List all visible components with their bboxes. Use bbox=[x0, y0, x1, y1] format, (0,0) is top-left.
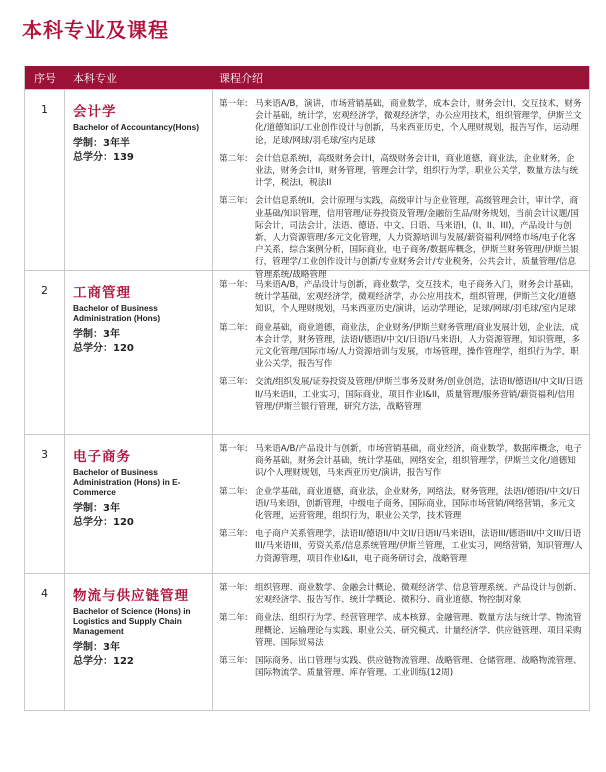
table-row bbox=[25, 434, 589, 573]
header-major: 本科专业 bbox=[73, 71, 117, 85]
year-block bbox=[219, 612, 583, 649]
major-duration: 学制：3年半 bbox=[73, 138, 130, 149]
row-number: 2 bbox=[25, 271, 65, 434]
row-number: 4 bbox=[25, 574, 65, 710]
year-courses: 商业法、组织行为学、经营管理学、成本核算、金融管理、数量方法与统计学、物流管理概论、运输理论与实践、职业公关、研究模式、计量经济学、供应链管理、项目采购管理、国际贸易法 bbox=[255, 613, 582, 648]
year-courses: 会计信息系统II，会计原理与实践，高级审计与企业管理，高级管理会计，审计学，商业基础/知识管理，信用管理/证券投资及管理/金融衍生品/财务规划，当前会计议题/国际会计，司法会计，法语、德语、中文、日语、马来语I，(I、II、III)，产品设计与创新，人力资源管理/多元文化管理，人力资源培训与发展/薪资福利/网络市场/电子化客户关系，综合案例分析，国际商业，电子商务/数据库概念，伊斯兰财务管理/伊斯兰银行，管理学/工业创作设计与创新/专业财务会计/专业税务，公共会计，质量管理/信息管理系统/战略管理 bbox=[255, 196, 579, 280]
majors-table bbox=[24, 66, 590, 711]
year-label: 第二年: bbox=[219, 322, 248, 333]
year-courses: 企业学基础，商业道德，商业法，企业财务，网络法，财务管理，法语I/德语I/中文I/日语I/马来语I，创新管理，中级电子商务，国际商业，国际市场营销/网络营销，多元文化管理，运营管理，组织行为，职业公关学，技术管理 bbox=[255, 486, 581, 522]
year-block bbox=[219, 528, 583, 565]
major-credits: 总学分：122 bbox=[73, 656, 134, 667]
year-block bbox=[219, 279, 583, 316]
page-title: 本科专业及课程 bbox=[22, 18, 169, 42]
year-block bbox=[219, 655, 583, 679]
header-courses: 课程介绍 bbox=[219, 71, 263, 85]
year-label: 第一年: bbox=[219, 444, 248, 454]
year-block bbox=[219, 582, 583, 606]
year-courses: 组织管理、商业数学、金融会计概论、微观经济学、信息管理系统、产品设计与创新、宏观经济学、报告写作、统计学概论、微积分、商业道德、物控制对象 bbox=[255, 583, 582, 606]
year-courses: 马来语A/B，演讲，市场营销基础，商业数学，成本会计，财务会计I，交互技术，财务会计基础，统计学，宏观经济学，微观经济学，办公应用技术，组织管理学，伊斯兰文化/道德知识/工业创作设计与创新，马来西亚历史，个人理财规划，报告写作，运动理论，足球/网球/羽毛球/室内足球 bbox=[255, 99, 582, 146]
year-label: 第二年: bbox=[219, 486, 248, 497]
year-courses: 国际商务、出口管理与实践、供应链物流管理、战略管理、仓储管理、战略物流管理、国际物流学、质量管理、库存管理、工业训练(12周) bbox=[255, 656, 582, 679]
year-label: 第三年: bbox=[219, 529, 248, 540]
year-label: 第一年: bbox=[219, 99, 248, 109]
year-label: 第三年: bbox=[219, 656, 248, 667]
major-name: 工商管理 bbox=[73, 285, 131, 301]
major-english-name: Bachelor of Accountancy(Hons) bbox=[73, 122, 200, 132]
year-label: 第一年: bbox=[219, 583, 248, 593]
major-name: 物流与供应链管理 bbox=[73, 588, 189, 604]
year-block bbox=[219, 443, 583, 480]
year-block bbox=[219, 376, 583, 413]
major-cell bbox=[65, 90, 213, 270]
table-row bbox=[25, 89, 589, 280]
courses-cell bbox=[213, 271, 589, 434]
year-courses: 会计信息系统I，高级财务会计I，高级财务会计II，商业道德，商业法，企业财务，企业法，财务会计II，财务管理，管理会计学，组织行为学，职业公关学，数量方法与统计学，税法I，税法II bbox=[255, 153, 579, 189]
year-courses: 电子商户关系管理学，法语II/德语II/中文II/日语II/马来语II，法语III/德语III/中文III/日语III/马来语III，劳资关系/信息系统管理/伊斯兰管理，工业实习，网络营销，知识管理/人力资源管理，项目作业I&II，电子商务研讨会，战略管理 bbox=[255, 529, 583, 564]
table-row bbox=[25, 573, 589, 710]
year-label: 第二年: bbox=[219, 153, 248, 164]
major-credits: 总学分：120 bbox=[73, 343, 134, 354]
year-courses: 马来语A/B，产品设计与创新，商业数学，交互技术，电子商务入门，财务会计基础，统计学基础，宏观经济学，微观经济学，办公应用技术，组织管理，伊斯兰文化/道德知识，个人理财规划，马来西亚历史/演讲，运动学理论，足球/网球/羽毛球/室内足球 bbox=[255, 280, 580, 315]
major-name: 会计学 bbox=[73, 104, 117, 120]
major-credits: 总学分：120 bbox=[73, 517, 134, 528]
major-english-name: Bachelor of Business Administration (Hons) bbox=[73, 303, 161, 323]
courses-cell bbox=[213, 90, 589, 280]
table-header bbox=[25, 66, 589, 89]
major-name: 电子商务 bbox=[73, 449, 131, 465]
year-courses: 交流/组织发展/证券投资及管理/伊斯兰事务及财务/创业创造，法语II/德语II/中文II/日语II/马来语II，工业实习，国际商业，项目作业I&II，质量管理/服务营销/薪资福利/信用管理/伊斯兰银行管理，研究方法，战略管理 bbox=[255, 377, 583, 412]
row-number: 3 bbox=[25, 435, 65, 573]
year-block bbox=[219, 98, 583, 147]
courses-cell bbox=[213, 574, 589, 710]
major-credits: 总学分：139 bbox=[73, 152, 134, 163]
header-no: 序号 bbox=[34, 71, 56, 85]
major-duration: 学制：3年 bbox=[73, 642, 120, 653]
major-english-name: Bachelor of Business Administration (Hons) in E-Commerce bbox=[73, 467, 181, 497]
row-number: 1 bbox=[25, 90, 65, 270]
major-duration: 学制：3年 bbox=[73, 503, 120, 514]
year-block bbox=[219, 486, 583, 523]
year-courses: 商业基础，商业道德，商业法，企业财务/伊斯兰财务管理/商业发展计划，企业法，成本会计学，财务管理，法语I/德语I/中文I/日语I/马来语I，人力资源管理，知识管理，多元文化管理/国际市场/人力资源培训与发展，市场管理，操作管理学，组织行为学，职业公关学，报告写作 bbox=[255, 322, 581, 370]
major-cell bbox=[65, 435, 213, 573]
major-duration: 学制：3年 bbox=[73, 329, 120, 340]
year-label: 第一年: bbox=[219, 280, 248, 290]
year-label: 第二年: bbox=[219, 613, 248, 624]
year-label: 第三年: bbox=[219, 377, 248, 388]
year-label: 第三年: bbox=[219, 196, 248, 207]
year-block bbox=[219, 153, 583, 190]
major-english-name: Bachelor of Science (Hons) in Logistics and Supply Chain Management bbox=[73, 606, 191, 636]
major-cell bbox=[65, 574, 213, 710]
year-block bbox=[219, 322, 583, 371]
major-cell bbox=[65, 271, 213, 434]
year-courses: 马来语A/B/产品设计与创新，市场营销基础，商业经济，商业数学，数据库概念，电子商务基础，财务会计基础，统计学基础，网络安全，组织管理学，伊斯兰文化/道德知识/个人理财规划，马来西亚历史/演讲，报告写作 bbox=[255, 444, 582, 479]
courses-cell bbox=[213, 435, 589, 573]
table-row bbox=[25, 270, 589, 434]
year-block bbox=[219, 195, 583, 280]
